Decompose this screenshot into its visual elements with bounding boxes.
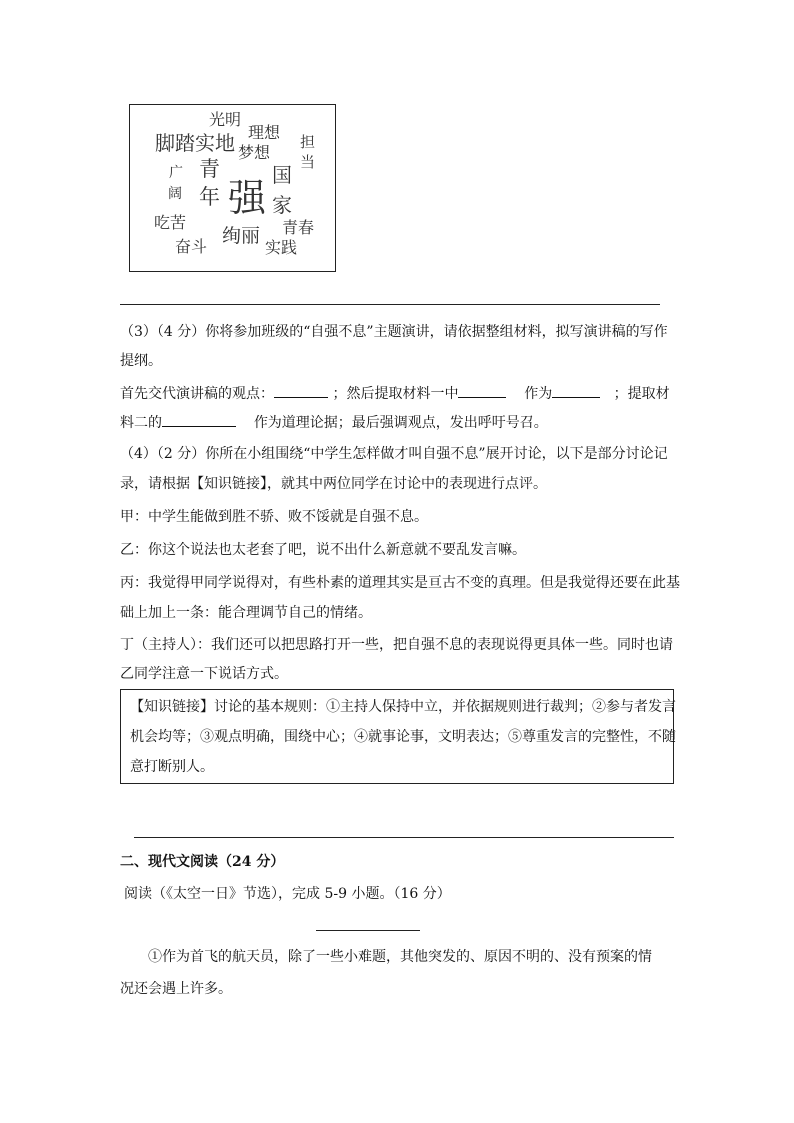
fill-text: 作为	[524, 386, 553, 402]
question3-line1: （3）（4 分）你将参加班级的“自强不息”主题演讲，请依据整组材料，拟写演讲稿的写作	[120, 324, 668, 340]
word-cloud-figure	[129, 104, 336, 272]
fill-text: ；提取材	[613, 386, 670, 402]
cloud-word: 青	[199, 157, 220, 181]
speaker-ding-line1: 丁（主持人）：我们还可以把思路打开一些，把自强不息的表现说得更具体一些。同时也请	[120, 637, 673, 653]
cloud-word: 脚踏实地	[155, 131, 235, 155]
cloud-word: 年	[199, 185, 220, 209]
title-placeholder-line	[316, 930, 420, 931]
speaker-bing-line1: 丙：我觉得甲同学说得对，有些朴素的道理其实是亘古不变的真理。但是我觉得还要在此基	[120, 575, 680, 591]
cloud-word: 实践	[265, 238, 298, 257]
fill-text: 作为道理论据；最后强调观点，发出呼吁号召。	[253, 415, 548, 431]
answer-blank[interactable]	[162, 412, 236, 427]
cloud-word: 吃苦	[154, 213, 187, 232]
reading-instruction: 阅读（《太空一日》节选），完成 5-9 小题。（16 分）	[124, 886, 451, 902]
cloud-word: 担	[300, 133, 316, 151]
fill-text: 料二的	[120, 415, 162, 431]
cloud-word: 光明	[209, 110, 242, 129]
cloud-word: 阔	[168, 186, 182, 202]
speaker-bing-line2: 础上加上一条：能合理调节自己的情绪。	[120, 605, 372, 621]
speaker-jia: 甲：中学生能做到胜不骄、败不馁就是自强不息。	[120, 509, 428, 525]
passage-para1-line1: ①作为首飞的航天员，除了一些小难题，其他突发的、原因不明的、没有预案的情	[148, 949, 652, 965]
divider-line	[120, 304, 660, 305]
question3-fill-line2	[120, 412, 680, 433]
cloud-word: 家	[272, 193, 292, 217]
cloud-word: 强	[228, 176, 267, 220]
fill-text: 首先交代演讲稿的观点：	[120, 386, 274, 402]
speaker-yi: 乙：你这个说法也太老套了吧，说不出什么新意就不要乱发言嘛。	[120, 542, 526, 558]
knowledge-link-line3: 意打断别人。	[130, 759, 214, 775]
question3-line2: 提纲。	[120, 353, 162, 369]
cloud-word: 当	[300, 153, 316, 171]
cloud-word: 绚丽	[222, 225, 261, 247]
speaker-ding-line2: 乙同学注意一下说话方式。	[120, 666, 288, 682]
answer-blank[interactable]	[552, 383, 600, 398]
fill-text: ；然后提取材料一中	[332, 386, 459, 402]
question3-fill-line1	[120, 383, 680, 404]
answer-blank[interactable]	[458, 383, 506, 398]
cloud-word: 理想	[248, 123, 281, 142]
divider-line	[134, 837, 674, 838]
answer-blank[interactable]	[274, 383, 328, 398]
question4-line2: 录，请根据【知识链接】，就其中两位同学在讨论中的表现进行点评。	[120, 476, 547, 492]
passage-para1-line2: 况还会遇上许多。	[120, 981, 232, 997]
cloud-word: 青春	[282, 218, 315, 237]
question4-line1: （4）（2 分）你所在小组围绕“中学生怎样做才叫自强不息”展开讨论，以下是部分讨论记	[120, 446, 668, 462]
knowledge-link-line1: 【知识链接】讨论的基本规则：①主持人保持中立，并依据规则进行裁判；②参与者发言	[130, 699, 676, 715]
cloud-word: 奋斗	[175, 237, 208, 256]
cloud-word: 广	[169, 165, 183, 181]
section-heading: 二、现代文阅读（24 分）	[120, 854, 285, 870]
cloud-word: 梦想	[238, 143, 271, 162]
knowledge-link-line2: 机会均等；③观点明确，围绕中心；④就事论事，文明表达；⑤尊重发言的完整性，不随	[130, 729, 676, 745]
cloud-word: 国	[272, 163, 292, 187]
